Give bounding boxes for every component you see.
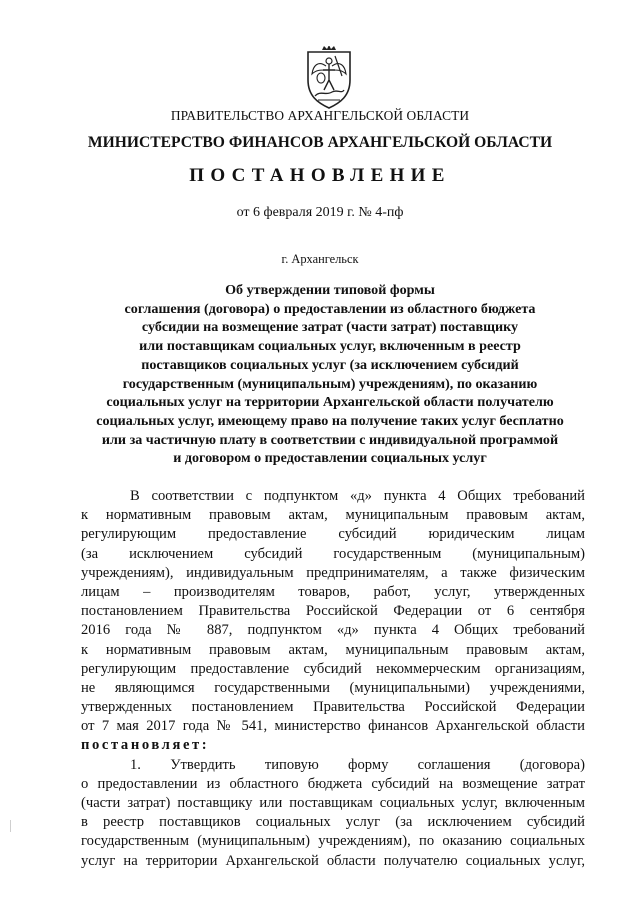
item-line: о предоставлении из областного бюджета субсидий на возмещение затрат — [81, 775, 585, 792]
document-body — [81, 487, 585, 871]
body-line: не являющимся государственными (муниципальными) учреждениями, — [81, 679, 585, 696]
item-line: 1. Утвердить типовую форму соглашения (договора) — [130, 756, 585, 773]
body-line: (за исключением субсидий государственным (муниципальным) — [81, 545, 585, 562]
document-date-number: от 6 февраля 2019 г. № 4-пф — [236, 205, 404, 220]
body-line: лицам – производителям товаров, работ, услуг, утвержденных — [81, 583, 585, 600]
title-line: соглашения (договора) о предоставлении из областного бюджета — [124, 300, 536, 317]
document-type: ПОСТАНОВЛЕНИЕ — [189, 165, 451, 186]
ministry-name: МИНИСТЕРСТВО ФИНАНСОВ АРХАНГЕЛЬСКОЙ ОБЛАСТИ — [87, 134, 553, 151]
body-line: регулирующим предоставление субсидий юридическим лицам — [81, 526, 585, 543]
item-line: (части затрат) поставщику или поставщикам социальных услуг, включенным — [81, 795, 585, 811]
item-line: услуг на территории Архангельской области получателю социальных услуг, — [81, 852, 585, 869]
title-line: поставщиков социальных услуг (за исключением субсидий — [141, 356, 519, 373]
title-line: социальных услуг, имеющему право на получение таких услуг бесплатно — [96, 412, 564, 429]
arkhangelsk-coat-of-arms-icon — [302, 46, 356, 110]
government-name: ПРАВИТЕЛЬСТВО АРХАНГЕЛЬСКОЙ ОБЛАСТИ — [170, 108, 470, 123]
title-line: или за частичную плату в соответствии с индивидуальной программой — [101, 431, 559, 448]
body-line: регулирующим предоставление субсидий некоммерческим организациям, — [81, 660, 585, 677]
title-line: Об утверждении типовой формы — [225, 282, 435, 298]
item-line: в реестр поставщиков социальных услуг (за исключением субсидий — [81, 814, 585, 831]
item-line: государственным (муниципальным) учреждениям), по оказанию социальных — [81, 833, 585, 850]
body-line: к нормативным правовым актам, муниципальным правовым актам, — [81, 507, 585, 524]
title-line: субсидии на возмещение затрат (части затрат) поставщику — [141, 319, 519, 336]
body-line: В соответствии с подпунктом «д» пункта 4 Общих требований — [130, 488, 585, 504]
resolves-word: постановляет: — [81, 737, 210, 754]
title-line: государственным (муниципальным) учреждениям), по оказанию — [122, 375, 538, 392]
title-line: социальных услуг на территории Архангельской области получателю — [106, 394, 554, 411]
scan-margin-mark — [10, 820, 11, 832]
document-city: г. Архангельск — [281, 252, 359, 266]
body-line: 2016 года № 887, подпунктом «д» пункта 4 Общих требований — [81, 622, 585, 639]
title-line: или поставщикам социальных услуг, включенным в реестр — [139, 338, 521, 355]
body-line: учреждениям), индивидуальным предпринимателям, а также физическим — [81, 564, 585, 581]
title-line: и договором о предоставлении социальных услуг — [173, 450, 487, 467]
document-title — [60, 281, 600, 468]
body-line: утвержденных постановлением Правительства Российской Федерации — [81, 699, 585, 716]
body-line: к нормативным правовым актам, муниципальным правовым актам, — [81, 641, 585, 658]
body-line: постановлением Правительства Российской Федерации от 6 сентября — [81, 603, 585, 620]
body-line — [81, 736, 585, 755]
body-line: от 7 мая 2017 года № 541, министерство финансов Архангельской области — [81, 718, 585, 735]
